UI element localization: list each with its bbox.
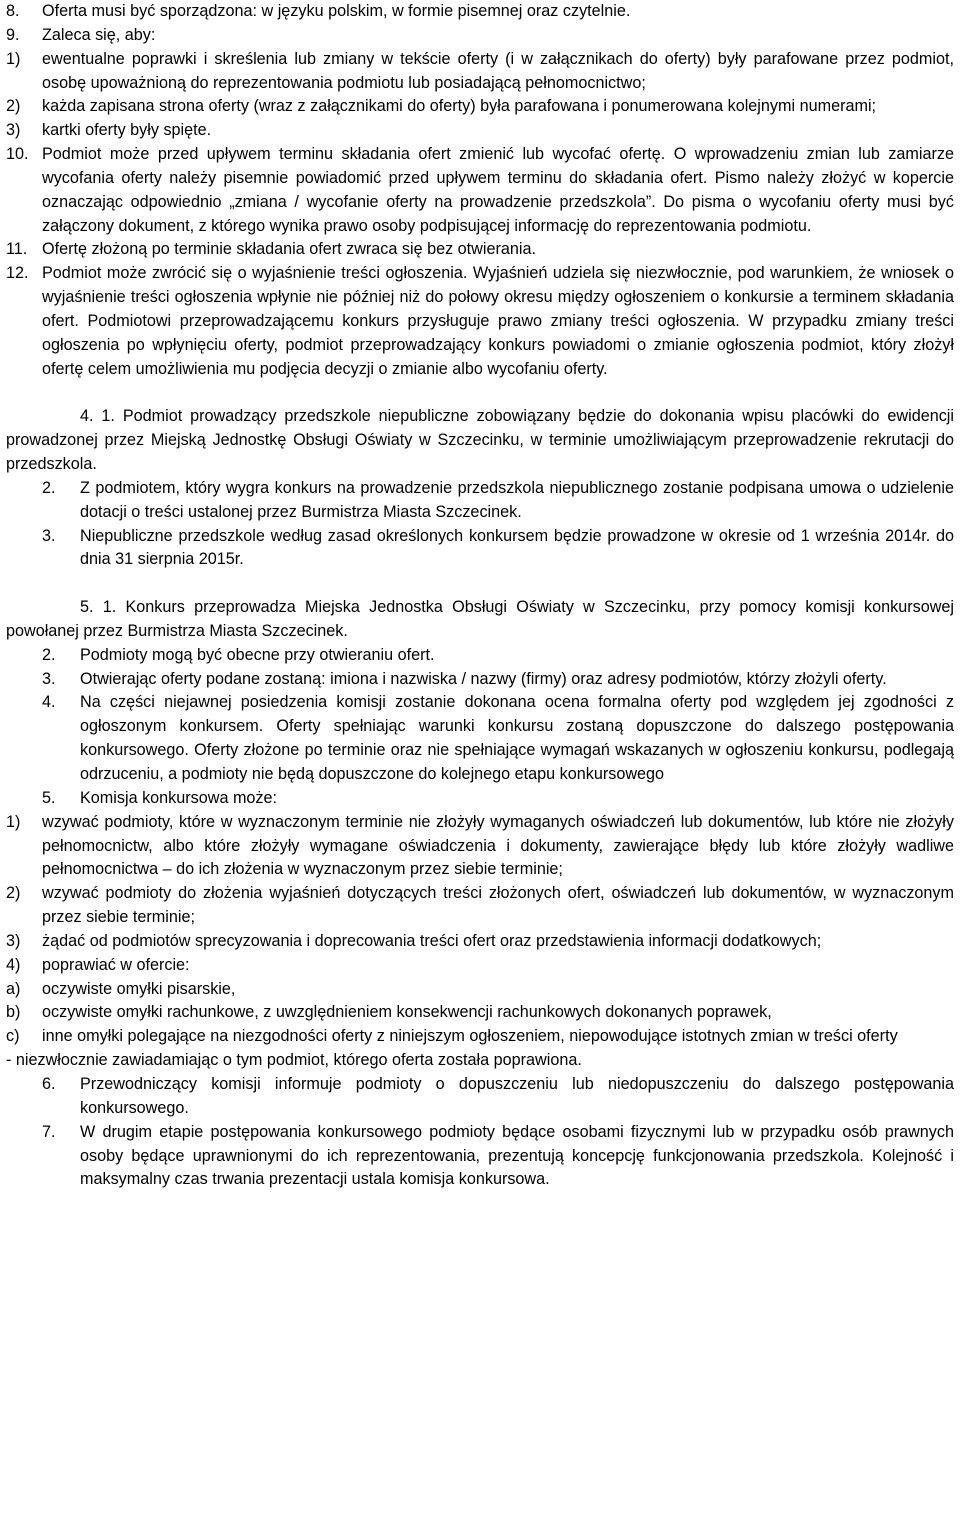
item-number: 11. [6,240,28,259]
letter-item-marker: b) [6,1003,21,1022]
sub-item-number: 3) [6,931,21,950]
item-number: 9. [6,25,20,44]
section-5-item-5 [6,787,954,811]
item-text: Podmiot może zwrócić się o wyjaśnienie treści ogłoszenia. Wyjaśnień udziela się niezwłocznie, pod warunkiem, że wniosek o wyjaśnienie treści ogłoszenia wpłynie nie później niż do połowy okresu między ogłoszeniem o konkursie a terminem składania ofert. Podmiotowi przeprowadzającemu konkurs przysługuje prawo zmiany treści ogłoszenia. W przypadku zmiany treści ogłoszenia po wpłynięciu oferty, podmiot przeprowadzający konkurs powiadomi o zmianie ogłoszenia podmiot, który złożył ofertę celem umożliwienia mu podjęcia decyzji o zmianie albo wycofaniu oferty. [42,264,954,378]
letter-item-text: inne omyłki polegające na niezgodności oferty z niniejszym ogłoszeniem, niepowodujące istotnych zmian w treści oferty [42,1027,898,1046]
section-5-paragraph: 5. 1. Konkurs przeprowadza Miejska Jednostka Obsługi Oświaty w Szczecinku, przy pomocy komisji konkursowej powołanej przez Burmistrza Miasta Szczecinek. [6,598,954,640]
item-number: 10. [6,145,29,164]
spacer [6,572,954,596]
item-number: 3. [42,526,56,545]
sub-item-text: wzywać podmioty do złożenia wyjaśnień dotyczących treści złożonych ofert, oświadczeń lub dokumentów, w wyznaczonym przez siebie terminie; [42,884,954,927]
sub-item-number: 4) [6,955,21,974]
section-5-item-4 [6,691,954,786]
list-item-9 [6,24,954,48]
sub-item-text: żądać od podmiotów sprecyzowania i doprecowania treści ofert oraz przedstawienia informacji dodatkowych; [42,931,822,950]
item-text: Na części niejawnej posiedzenia komisji zostanie dokonana ocena formalna oferty pod względem jej zgodności z ogłoszonym konkursem. Oferty spełniając warunki konkursu zostaną dopuszczone do dalszego postępowania konkursowego. Oferty złożone po terminie oraz nie spełniające wymagań wskazanych w ogłoszeniu konkursu, podlegają odrzuceniu, a podmioty nie będą dopuszczone do kolejnego etapu konkursowego [80,693,954,783]
section-4-item-3 [6,525,954,573]
letter-item-marker: a) [6,979,21,998]
item-number: 5. [42,788,56,807]
section-5-item-7 [6,1121,954,1193]
item-number: 3. [42,669,56,688]
letter-item [6,1001,954,1025]
section-4-paragraph: 4. 1. Podmiot prowadzący przedszkole niepubliczne zobowiązany będzie do dokonania wpisu placówki do ewidencji prowadzonej przez Miejską Jednostkę Obsługi Oświaty w Szczecinku, w terminie umożliwiającym przeprowadzenie rekrutacji do przedszkola. [6,407,954,474]
item-number: 7. [42,1122,56,1141]
letter-item [6,1025,954,1049]
letter-item [6,978,954,1002]
list-item-10 [6,143,954,238]
sub-item [6,119,954,143]
sub-item [6,95,954,119]
sub-item-text: każda zapisana strona oferty (wraz z załącznikami do oferty) była parafowana i ponumerowana kolejnymi numerami; [42,97,877,116]
item-number: 4. [42,693,56,712]
list-item-12 [6,262,954,381]
sub-item [6,48,954,96]
item-text: Komisja konkursowa może: [80,788,278,807]
spacer [6,382,954,406]
section-5-item-6 [6,1073,954,1121]
list-item-11 [6,238,954,262]
sub-item-text: wzywać podmioty, które w wyznaczonym terminie nie złożyły wymaganych oświadczeń lub dokumentów, lub które nie złożyły pełnomocnictw, albo które złożyły wymagane oświadczenia i dokumenty, zawierające błędy lub które złożyły wadliwe pełnomocnictwa – do ich złożenia w wyznaczonym przez siebie terminie; [42,812,954,879]
section-5-item-2 [6,644,954,668]
sub-item-text: kartki oferty były spięte. [42,121,212,140]
sub-item-number: 2) [6,884,21,903]
item-text: Ofertę złożoną po terminie składania ofert zwraca się bez otwierania. [42,240,536,259]
list-item-8 [6,0,954,24]
item-text: W drugim etapie postępowania konkursowego podmioty będące osobami fizycznymi lub w przypadku osób prawnych osoby będące uprawnionymi do ich reprezentowania, prezentują koncepcję funkcjonowania przedszkola. Kolejność i maksymalny czas trwania prezentacji ustala komisja konkursowa. [80,1122,954,1189]
letter-item-text: oczywiste omyłki pisarskie, [42,979,236,998]
item-text: Przewodniczący komisji informuje podmioty o dopuszczeniu lub niedopuszczeniu do dalszego postępowania konkursowego. [80,1074,954,1117]
item-number: 6. [42,1074,56,1093]
item-text: Niepubliczne przedszkole według zasad określonych konkursem będzie prowadzone w okresie od 1 września 2014r. do dnia 31 sierpnia 2015r. [80,526,954,569]
item-text: Podmioty mogą być obecne przy otwieraniu ofert. [80,645,435,664]
item-text: Podmiot może przed upływem terminu składania ofert zmienić lub wycofać ofertę. O wprowadzeniu zmian lub zamiarze wycofania oferty należy pisemnie powiadomić przed upływem terminu do składania ofert. Pismo należy złożyć w kopercie oznaczając odpowiednio „zmiana / wycofanie oferty na prowadzenie przedszkola”. Do pisma o wycofaniu oferty musi być załączony dokument, z którego wynika prawo osoby podpisującej informację do reprezentowania podmiotu. [42,145,954,235]
item-number: 2. [42,478,56,497]
letter-item-text: oczywiste omyłki rachunkowe, z uwzględnieniem konsekwencji rachunkowych dokonanych poprawek, [42,1003,772,1022]
item-text: Oferta musi być sporządzona: w języku polskim, w formie pisemnej oraz czytelnie. [42,2,631,20]
item-text: Zaleca się, aby: [42,25,156,44]
sub-item-number: 2) [6,97,21,116]
sub-item-number: 1) [6,812,21,831]
section-5-item-3 [6,668,954,692]
sub-item [6,882,954,930]
item-number: 2. [42,645,56,664]
item-text: Z podmiotem, który wygra konkurs na prowadzenie przedszkola niepublicznego zostanie podpisana umowa o udzielenie dotacji o treści ustalonej przez Burmistrza Miasta Szczecinek. [80,478,954,521]
sub-item-number: 1) [6,49,21,68]
sub-item [6,930,954,954]
section-4-item-2 [6,477,954,525]
item-number: 12. [6,264,29,283]
sub-item-number: 3) [6,121,21,140]
item-number: 8. [6,2,20,20]
note-line: - niezwłocznie zawiadamiając o tym podmiot, którego oferta została poprawiona. [6,1051,582,1070]
sub-item-text: poprawiać w ofercie: [42,955,190,974]
sub-item [6,811,954,883]
item-text: Otwierając oferty podane zostaną: imiona i nazwiska / nazwy (firmy) oraz adresy podmiotów, którzy złożyli oferty. [80,669,887,688]
sub-item-text: ewentualne poprawki i skreślenia lub zmiany w tekście oferty (i w załącznikach do oferty) były parafowane przez podmiot, osobę upoważnioną do reprezentowania podmiotu lub posiadającą pełnomocnictwo; [42,49,954,92]
sub-item [6,954,954,978]
letter-item-marker: c) [6,1027,20,1046]
